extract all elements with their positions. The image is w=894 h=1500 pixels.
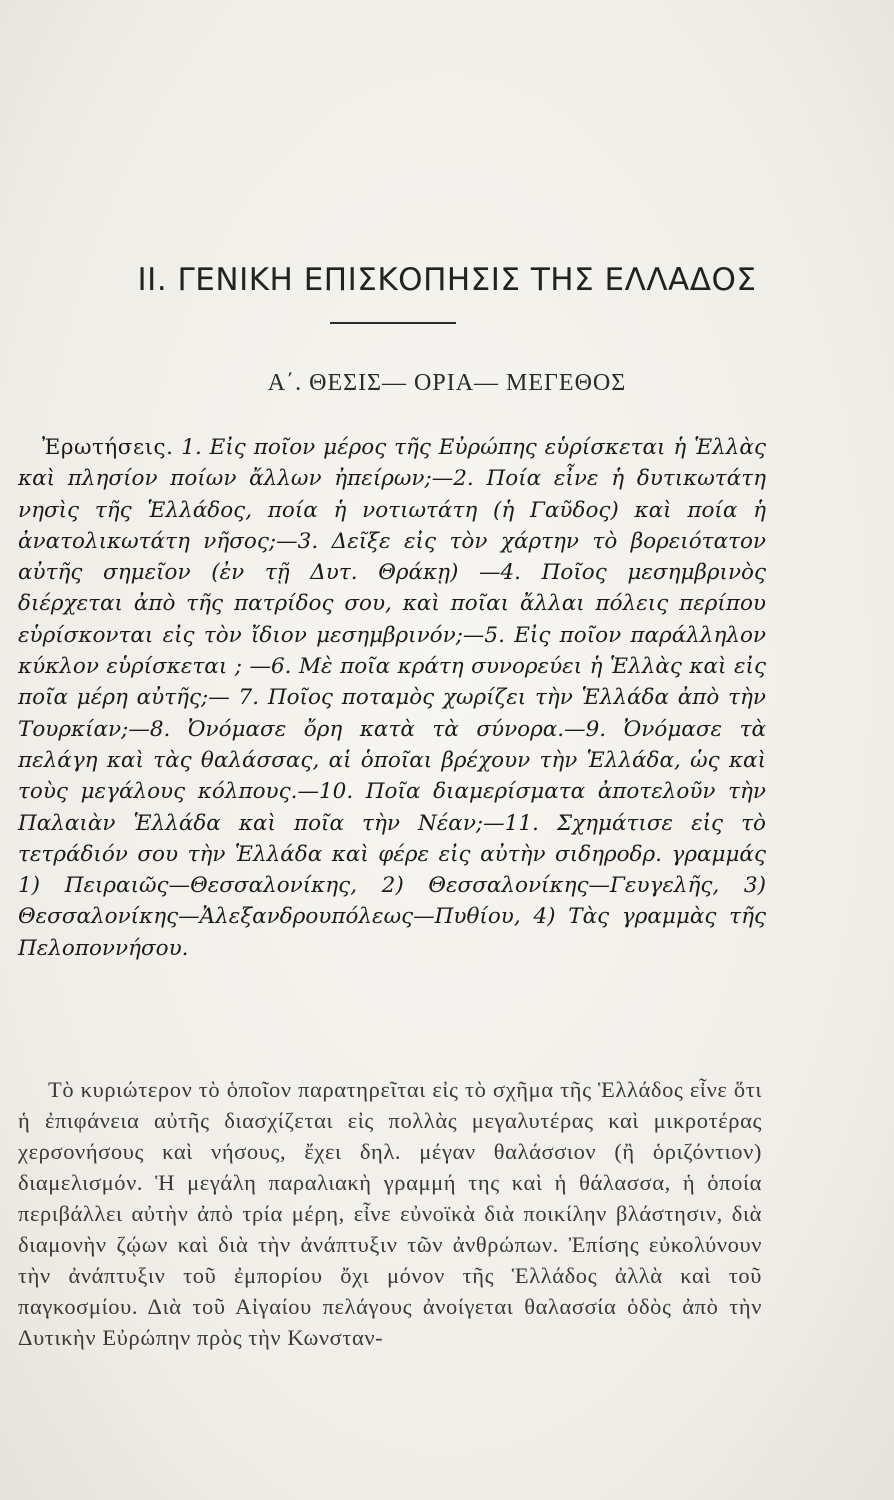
questions-paragraph <box>18 432 766 964</box>
questions-text: 1. Εἰς ποῖον μέρος τῆς Εὐρώπης εὑρίσκεται ἡ Ἑλλὰς καὶ πλησίον ποίων ἄλλων ἠπείρων;—2. Ποία εἶνε ἡ δυτικωτάτη νησὶς τῆς Ἑλλάδος, ποία ἡ νοτιωτάτη (ἡ Γαῦδος) καὶ ποία ἡ ἀνατολικωτάτη νῆσος;—3. Δεῖξε εἰς τὸν χάρτην τὸ βορειότατον αὐτῆς σημεῖον (ἐν τῇ Δυτ. Θράκῃ) —4. Ποῖος μεσημβρινὸς διέρχεται ἀπὸ τῆς πατρίδος σου, καὶ ποῖαι ἄλλαι πόλεις περίπου εὑρίσκονται εἰς τὸν ἴδιον μεσημβρινόν;—5. Εἰς ποῖον παράλληλον κύκλον εὑρίσκεται ; —6. Μὲ ποῖα κράτη συνορεύει ἡ Ἑλλὰς καὶ εἰς ποῖα μέρη αὐτῆς;— 7. Ποῖος ποταμὸς χωρίζει τὴν Ἑλλάδα ἀπὸ τὴν Τουρκίαν;—8. Ὀνόμασε ὄρη κατὰ τὰ σύνορα.—9. Ὀνόμασε τὰ πελάγη καὶ τὰς θαλάσσας, αἱ ὁποῖαι βρέχουν τὴν Ἑλλάδα, ὡς καὶ τοὺς μεγάλους κόλπους.—10. Ποῖα διαμερίσματα ἀποτελοῦν τὴν Παλαιὰν Ἑλλάδα καὶ ποῖα τὴν Νέαν;—11. Σχημάτισε εἰς τὸ τετράδιόν σου τὴν Ἑλλάδα καὶ φέρε εἰς αὐτὴν σιδηροδρ. γραμμάς 1) Πειραιῶς—Θεσσαλονίκης, 2) Θεσσαλονίκης—Γευγελῆς, 3) Θεσσαλονίκης—Ἀλεξανδρουπόλεως—Πυθίου, 4) Τὰς γραμμὰς τῆς Πελοποννήσου. <box>18 435 766 961</box>
section-title: Α΄. ΘΕΣΙΣ— ΟΡΙΑ— ΜΕΓΕΘΟΣ <box>267 370 627 396</box>
title-divider <box>330 322 456 324</box>
chapter-title: II. ΓΕΝΙΚΗ ΕΠΙΣΚΟΠΗΣΙΣ ΤΗΣ ΕΛΛΑΔΟΣ <box>137 262 757 298</box>
body-text-block <box>18 1074 762 1353</box>
questions-block <box>18 432 766 964</box>
body-paragraph: Τὸ κυριώτερον τὸ ὁποῖον παρατηρεῖται εἰς τὸ σχῆμα τῆς Ἑλλάδος εἶνε ὅτι ἡ ἐπιφάνεια αὐτῆς διασχίζεται εἰς πολλὰς μεγαλυτέρας καὶ μικροτέρας χερσονήσους καὶ νήσους, ἔχει δηλ. μέγαν θαλάσσιον (ἢ ὁριζόντιον) διαμελισμόν. Ἡ μεγάλη παραλιακὴ γραμμή της καὶ ἡ θάλασσα, ἡ ὁποία περιβάλλει αὐτὴν ἀπὸ τρία μέρη, εἶνε εὐνοϊκὰ διὰ ποικίλην βλάστησιν, διὰ διαμονὴν ζῴων καὶ διὰ τὴν ἀνάπτυξιν τῶν ἀνθρώπων. Ἐπίσης εὐκολύνουν τὴν ἀνάπτυξιν τοῦ ἐμπορίου ὄχι μόνον τῆς Ἑλλάδος ἀλλὰ καὶ τοῦ παγκοσμίου. Διὰ τοῦ Αἰγαίου πελάγους ἀνοίγεται θαλασσία ὁδὸς ἀπὸ τὴν Δυτικὴν Εὐρώπην πρὸς τὴν Κωνσταν- <box>18 1077 762 1350</box>
questions-lead: Ἐρωτήσεις. <box>42 435 174 460</box>
